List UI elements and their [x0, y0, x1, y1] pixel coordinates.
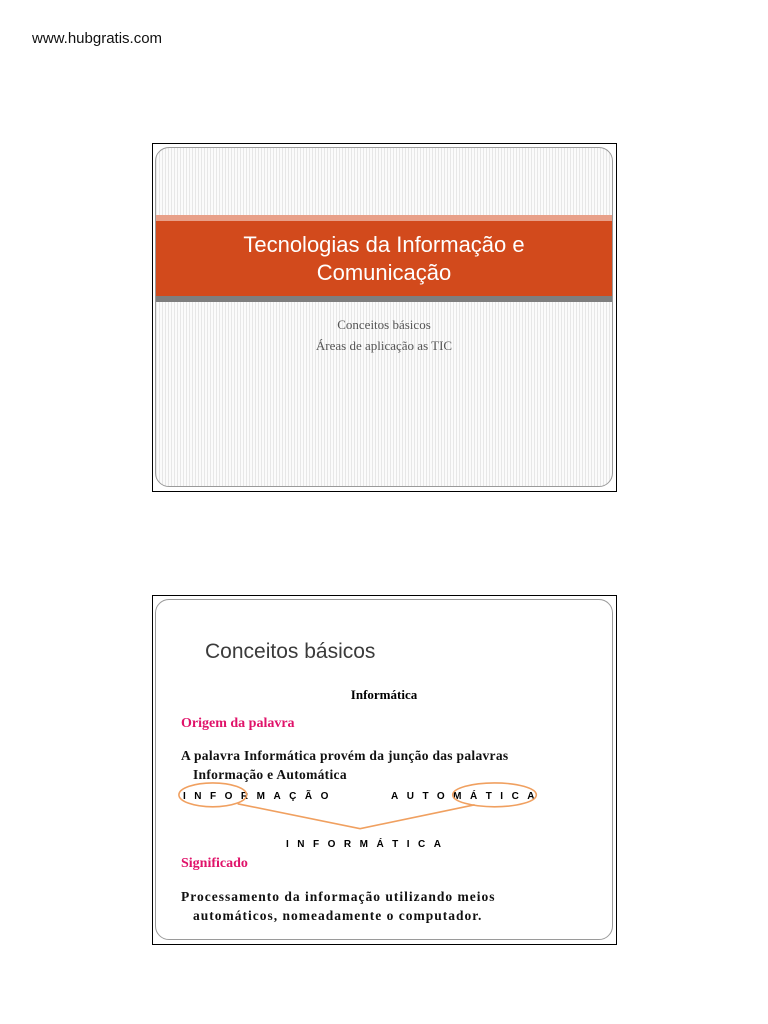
title-band-bottom-stripe	[156, 296, 612, 302]
word-automatica: AUTOMÁTICA	[391, 791, 544, 802]
site-url[interactable]: www.hubgratis.com	[32, 30, 163, 47]
slide-1-title: Tecnologias da Informação e Comunicação	[243, 231, 525, 285]
origin-line-2: Informação e Automática	[193, 767, 347, 782]
title-band	[156, 221, 612, 296]
slide-1	[152, 143, 617, 492]
meaning-line-1: Processamento da informação utilizando meios	[181, 889, 496, 904]
slide-2	[152, 595, 617, 945]
word-informatica: INFORMÁTICA	[286, 839, 450, 850]
meaning-paragraph	[181, 887, 591, 925]
subtitle-1: Conceitos básicos	[337, 317, 431, 332]
slide-1-subtitles	[156, 314, 612, 356]
slide-2-heading: Conceitos básicos	[205, 640, 376, 663]
subtitle-2: Áreas de aplicação as TIC	[315, 338, 453, 353]
origin-paragraph	[181, 746, 591, 784]
slide-2-center-title: Informática	[350, 687, 418, 702]
origin-label: Origem da palavra	[181, 716, 295, 731]
meaning-line-2: automáticos, nomeadamente o computador.	[193, 908, 483, 923]
origin-line-1: A palavra Informática provém da junção das palavras	[181, 748, 509, 763]
slide-1-background	[155, 147, 613, 487]
meaning-label: Significado	[181, 856, 248, 871]
word-informacao: INFORMAÇÃO	[183, 791, 337, 802]
slide-2-background	[155, 599, 613, 940]
connector-lines	[238, 804, 475, 829]
